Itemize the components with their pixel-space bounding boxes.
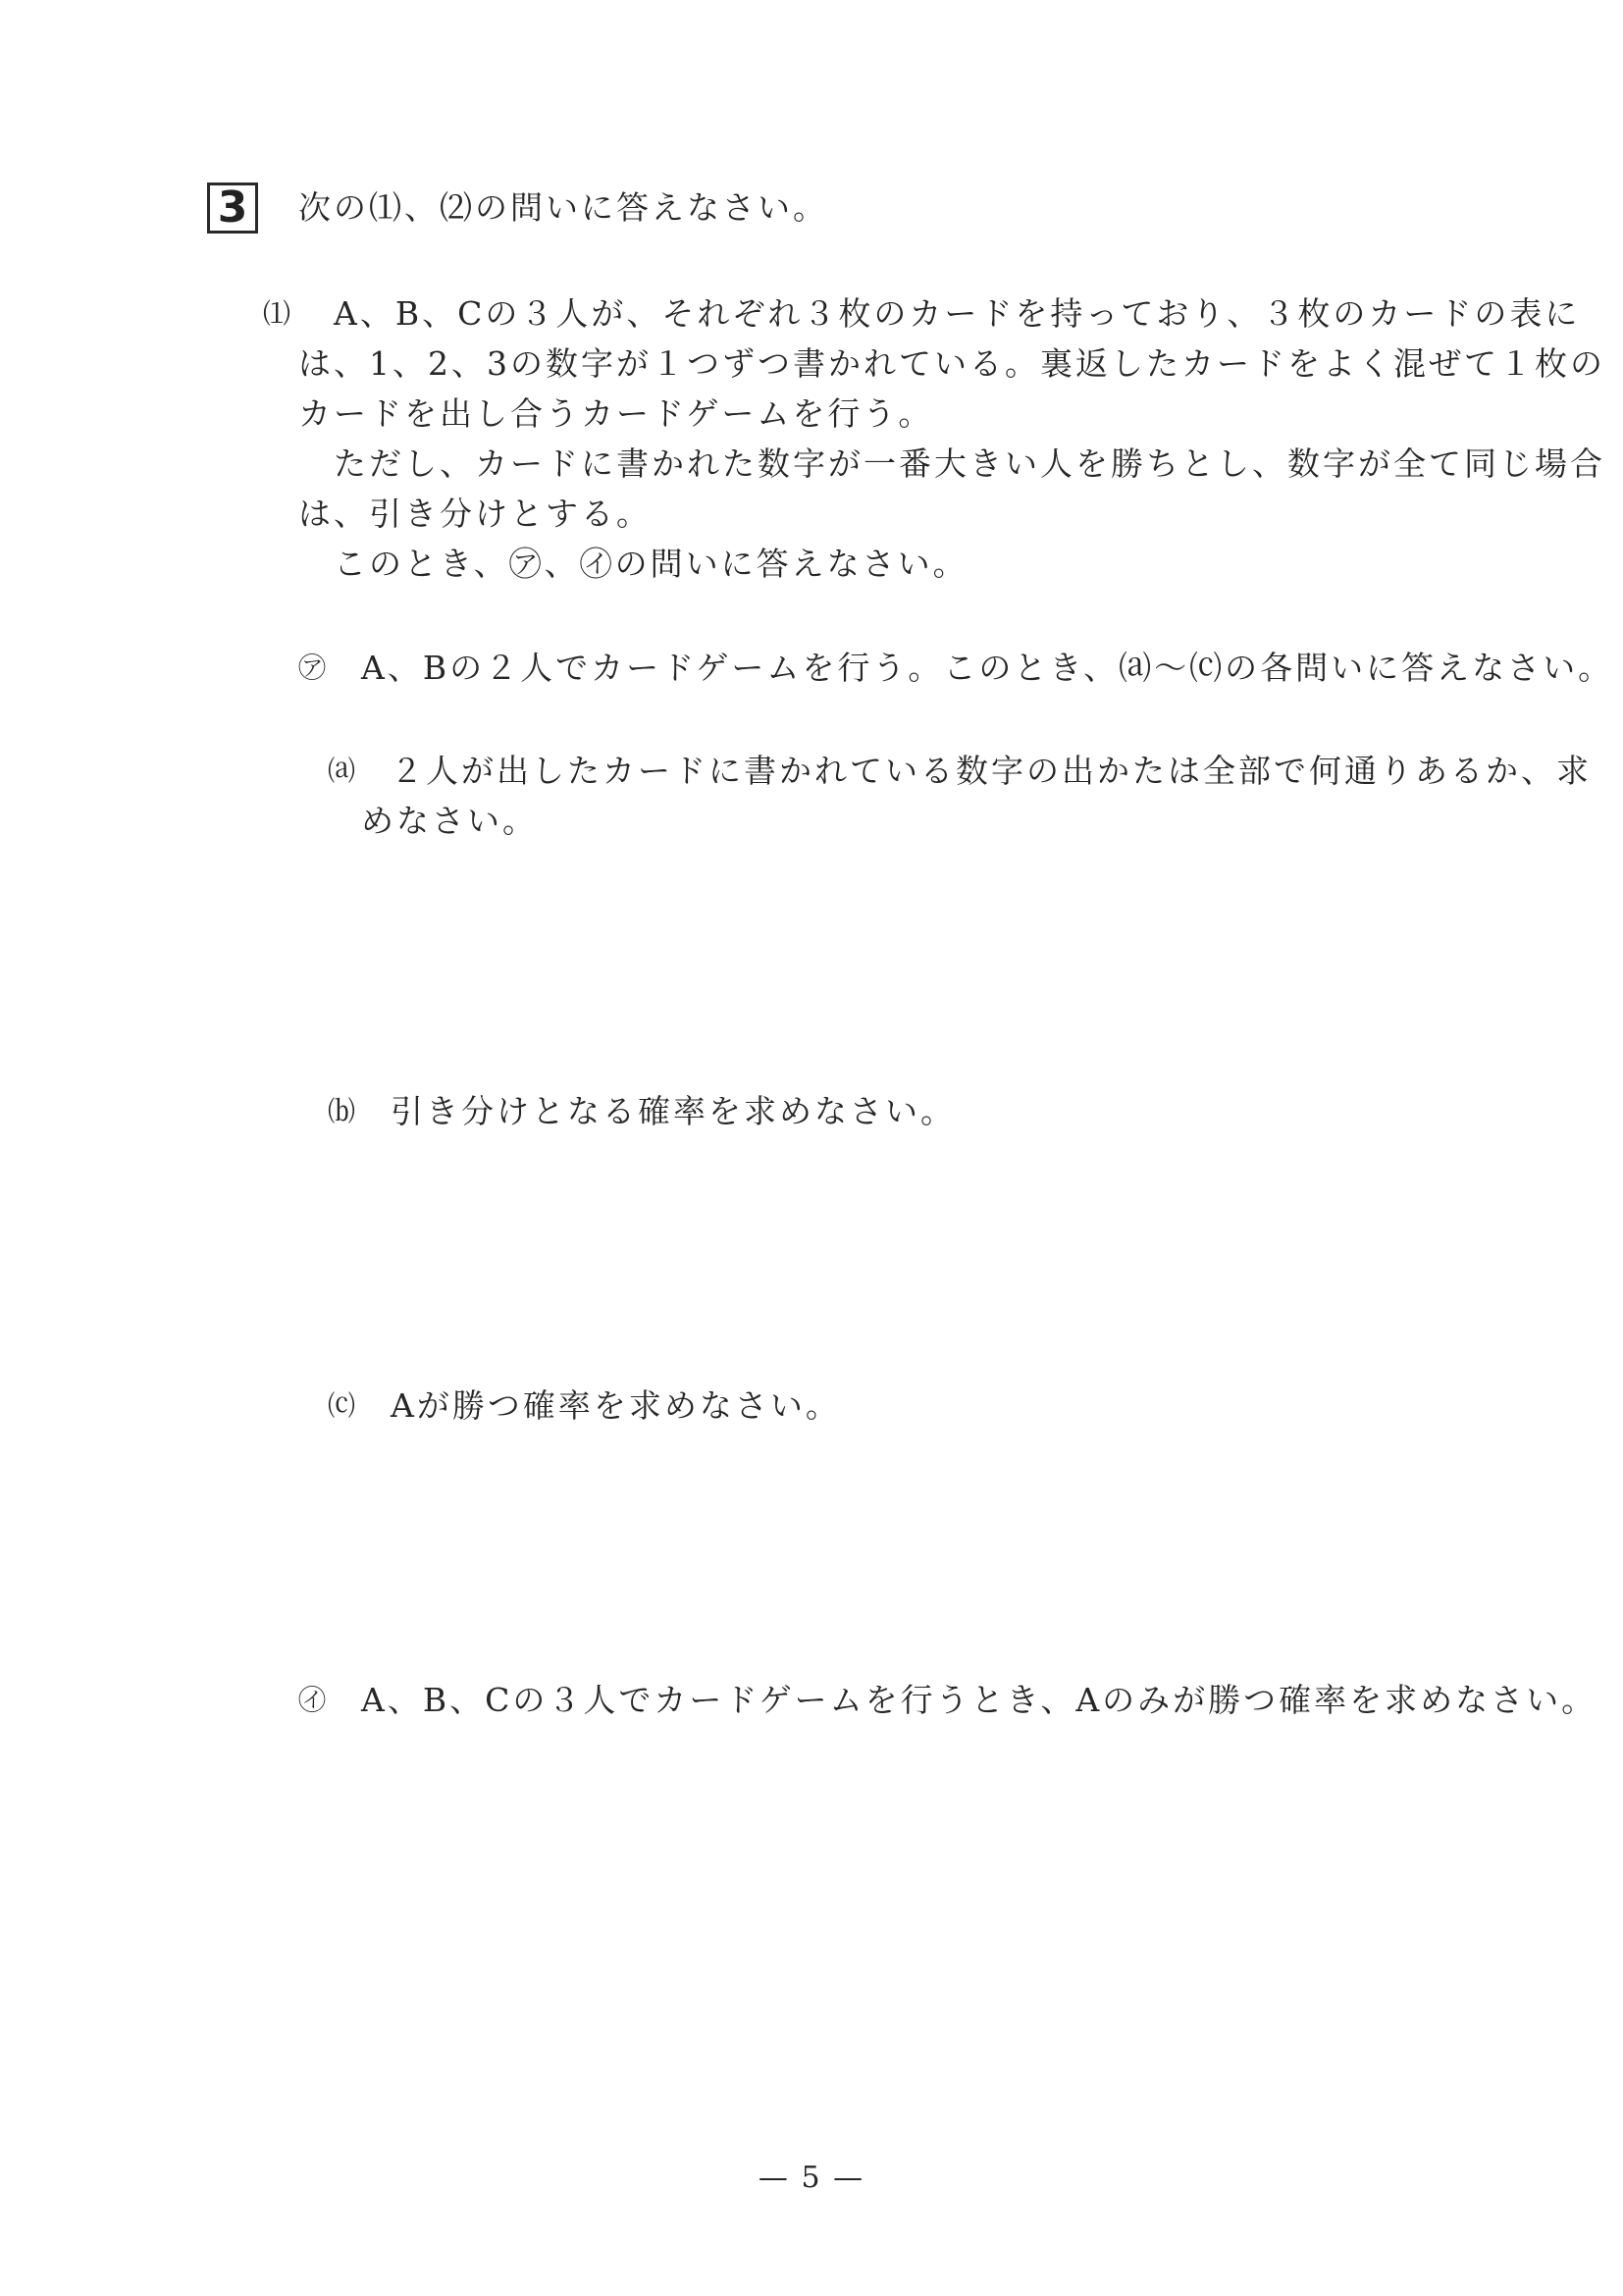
answer-space-a [363,854,1442,1079]
question-c-marker: ⒞ [328,1389,356,1422]
problem-instruction: 次の⑴、⑵の問いに答えなさい。 [298,188,828,227]
part1-line2: は、1、2、3の数字が１つずつ書かれている。裏返したカードをよく混ぜて１枚の [298,344,1605,383]
sub-i-text: A、B、Cの３人でカードゲームを行うとき、Aのみが勝つ確率を求めなさい。 [361,1681,1597,1719]
answer-space-i [363,1737,1442,2110]
sub-a-marker: ㋐ [298,652,327,684]
part1-line1: A、B、Cの３人が、それぞれ３枚のカードを持っており、３枚のカードの表に [334,294,1581,333]
problem-number-box: 3 [207,183,258,234]
part1-line3: カードを出し合うカードゲームを行う。 [298,394,934,433]
part1-line5: は、引き分けとする。 [298,495,652,533]
sub-a-text: A、Bの２人でカードゲームを行う。このとき、⒜～⒞の各問いに答えなさい。 [361,649,1614,687]
page-number: — 5 — [758,2161,865,2195]
sub-i-marker: ㋑ [298,1684,327,1716]
part1-line6: このとき、㋐、㋑の問いに答えなさい。 [334,545,969,583]
part1-marker: ⑴ [263,297,291,330]
part1-line4: ただし、カードに書かれた数字が一番大きい人を勝ちとし、数字が全て同じ場合 [334,444,1605,483]
question-a-marker: ⒜ [328,755,356,787]
question-a-line1: ２人が出したカードに書かれている数字の出かたは全部で何通りあるか、求 [391,752,1592,790]
question-c-text: Aが勝つ確率を求めなさい。 [391,1386,841,1425]
question-b-marker: ⒝ [328,1095,356,1127]
answer-space-b [363,1148,1442,1374]
question-b-text: 引き分けとなる確率を求めなさい。 [391,1092,956,1130]
answer-space-c [363,1442,1442,1668]
question-a-line2: めなさい。 [361,802,538,840]
